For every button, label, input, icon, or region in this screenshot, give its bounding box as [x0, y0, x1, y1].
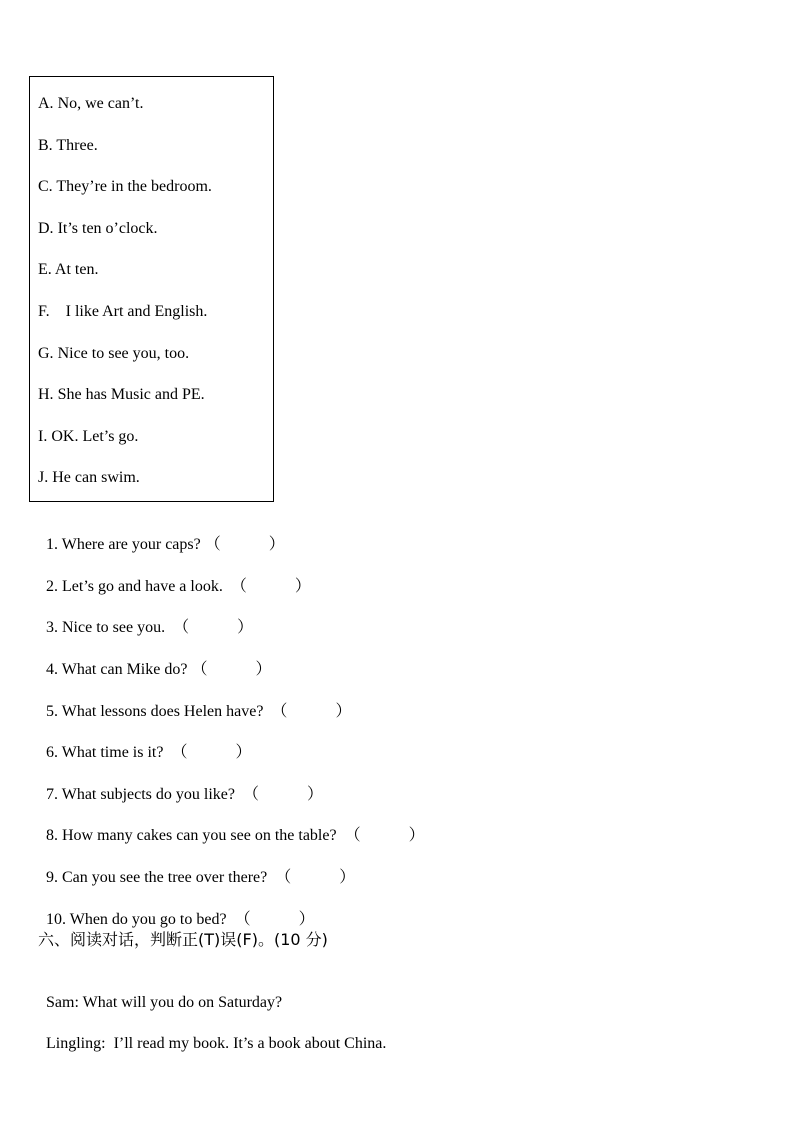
question-text: 6. What time is it?: [46, 744, 164, 761]
answer-blank[interactable]: （ ）: [230, 578, 311, 595]
question-4: [38, 640, 271, 680]
option-f: [38, 302, 207, 322]
option-b: [38, 136, 98, 156]
option-text: At ten.: [54, 261, 99, 278]
option-text: Nice to see you, too.: [57, 345, 190, 362]
question-7: [38, 765, 323, 805]
speaker-name: Sam:: [46, 994, 79, 1011]
question-8: [38, 806, 425, 846]
option-text: They’re in the bedroom.: [56, 178, 212, 195]
answer-options-box: [29, 76, 274, 502]
option-letter: C.: [38, 178, 53, 195]
question-10: [38, 890, 315, 930]
option-letter: G.: [38, 345, 54, 362]
option-text: OK. Let’s go.: [51, 428, 139, 445]
answer-blank[interactable]: （ ）: [243, 786, 324, 803]
question-text: 5. What lessons does Helen have?: [46, 703, 264, 720]
option-letter: B.: [38, 137, 53, 154]
option-text: He can swim.: [52, 469, 140, 486]
option-c: [38, 177, 212, 197]
section-six-heading: 六、阅读对话，判断正(T)误(F)。(10 分): [38, 930, 328, 949]
question-text: 4. What can Mike do?: [46, 661, 188, 678]
option-g: [38, 344, 189, 364]
question-1: [38, 515, 285, 555]
dialog-text: What will you do on Saturday?: [82, 994, 283, 1011]
question-text: 3. Nice to see you.: [46, 619, 166, 636]
option-d: [38, 219, 158, 239]
question-text: 1. Where are your caps?: [46, 536, 201, 553]
option-letter: J.: [38, 469, 49, 486]
answer-blank[interactable]: （ ）: [275, 869, 356, 886]
answer-blank[interactable]: （ ）: [344, 827, 425, 844]
question-5: [38, 682, 351, 722]
question-9: [38, 848, 355, 888]
option-letter: I.: [38, 428, 48, 445]
question-3: [38, 598, 253, 638]
question-6: [38, 723, 252, 763]
answer-blank[interactable]: （ ）: [271, 703, 352, 720]
option-letter: D.: [38, 220, 54, 237]
option-text: She has Music and PE.: [57, 386, 205, 403]
option-letter: F.: [38, 303, 50, 320]
option-j: [38, 468, 140, 488]
option-letter: E.: [38, 261, 52, 278]
answer-blank[interactable]: （ ）: [171, 744, 252, 761]
answer-blank[interactable]: （ ）: [234, 911, 315, 928]
option-letter: H.: [38, 386, 54, 403]
question-text: 10. When do you go to bed?: [46, 911, 227, 928]
question-text: 9. Can you see the tree over there?: [46, 869, 268, 886]
question-text: 2. Let’s go and have a look.: [46, 578, 223, 595]
question-text: 8. How many cakes can you see on the table?: [46, 827, 337, 844]
dialog-line-sam: [38, 973, 282, 1013]
dialog-text: I’ll read my book. It’s a book about China.: [113, 1035, 387, 1052]
option-text: Three.: [56, 137, 98, 154]
option-h: [38, 385, 205, 405]
speaker-name: Lingling:: [46, 1035, 106, 1052]
question-text: 7. What subjects do you like?: [46, 786, 235, 803]
option-i: [38, 427, 138, 447]
answer-blank[interactable]: （ ）: [191, 661, 272, 678]
option-letter: A.: [38, 95, 54, 112]
option-e: [38, 260, 98, 280]
answer-blank[interactable]: （ ）: [173, 619, 254, 636]
answer-blank[interactable]: （ ）: [204, 536, 285, 553]
option-a: [38, 94, 143, 114]
option-text: It’s ten o’clock.: [57, 220, 158, 237]
dialog-line-lingling: [38, 1014, 386, 1054]
question-2: [38, 557, 311, 597]
option-text: No, we can’t.: [57, 95, 144, 112]
option-text: I like Art and English.: [65, 303, 208, 320]
